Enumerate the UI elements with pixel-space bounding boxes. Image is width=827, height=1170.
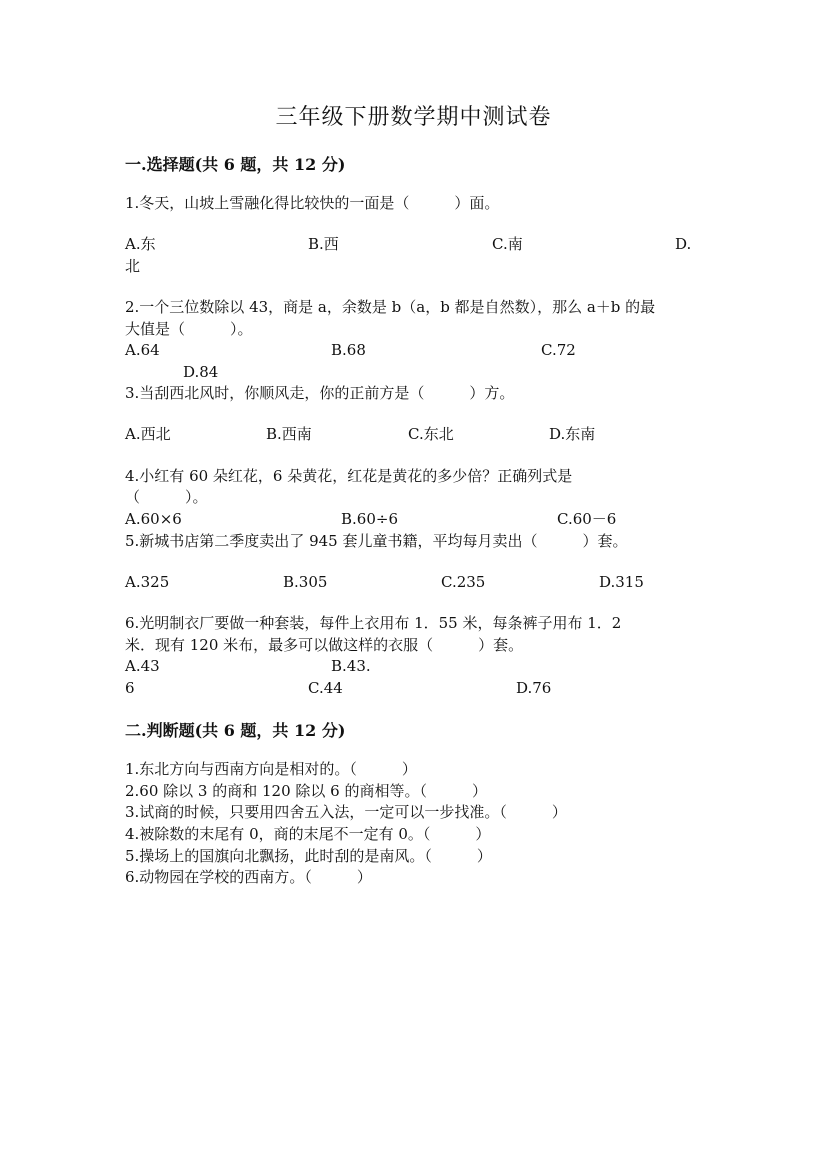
question-6-line-1: 6.光明制衣厂要做一种套装，每件上衣用布 1．55 米，每条裤子用布 1．2 <box>125 614 622 632</box>
question-2-line-2: 大值是（ ）。 <box>125 320 253 338</box>
question-3: 3.当刮西北风时，你顺风走，你的正前方是（ ）方。 <box>125 384 515 402</box>
question-1: 1.冬天，山坡上雪融化得比较快的一面是（ ）面。 <box>125 194 500 212</box>
q1-option-d-text: 北 <box>125 257 141 275</box>
question-2-line-1: 2.一个三位数除以 43，商是 a，余数是 b（a，b 都是自然数），那么 a＋b 的最 <box>125 298 656 316</box>
q1-option-c: C.南 <box>492 235 523 253</box>
q3-option-b: B.西南 <box>266 425 312 443</box>
q2-option-d: D.84 <box>183 363 219 381</box>
question-6-line-2: 米．现有 120 米布，最多可以做这样的衣服（ ）套。 <box>125 636 524 654</box>
judgment-item-1: 1.东北方向与西南方向是相对的。（ ） <box>125 760 417 778</box>
question-5: 5.新城书店第二季度卖出了 945 套儿童书籍，平均每月卖出（ ）套。 <box>125 532 628 550</box>
q2-option-c: C.72 <box>541 341 576 359</box>
q3-option-a: A.西北 <box>125 425 171 443</box>
q1-option-a: A.东 <box>125 235 156 253</box>
judgment-item-3: 3.试商的时候，只要用四舍五入法，一定可以一步找准。（ ） <box>125 803 567 821</box>
q2-option-b: B.68 <box>331 341 366 359</box>
q6-option-c: C.44 <box>308 679 343 697</box>
page-title: 三年级下册数学期中测试卷 <box>275 105 552 130</box>
section-heading-judgment: 二.判断题(共 6 题，共 12 分) <box>125 721 346 740</box>
judgment-item-6: 6.动物园在学校的西南方。（ ） <box>125 868 372 886</box>
q5-option-b: B.305 <box>283 573 328 591</box>
q3-option-c: C.东北 <box>408 425 454 443</box>
q1-option-b: B.西 <box>308 235 339 253</box>
q4-option-b: B.60÷6 <box>341 510 398 528</box>
q4-option-a: A.60×6 <box>125 510 182 528</box>
question-4-line-1: 4.小红有 60 朵红花，6 朵黄花，红花是黄花的多少倍？正确列式是 <box>125 467 573 485</box>
q6-option-b: B.43. <box>331 657 371 675</box>
judgment-item-5: 5.操场上的国旗向北飘扬，此时刮的是南风。（ ） <box>125 847 492 865</box>
judgment-item-2: 2.60 除以 3 的商和 120 除以 6 的商相等。（ ） <box>125 782 487 800</box>
q4-option-c: C.60－6 <box>557 510 617 528</box>
judgment-item-4: 4.被除数的末尾有 0，商的末尾不一定有 0。（ ） <box>125 825 491 843</box>
q5-option-d: D.315 <box>599 573 644 591</box>
q6-option-a: A.43 <box>125 657 160 675</box>
section-heading-choice: 一.选择题(共 6 题，共 12 分) <box>125 155 346 174</box>
q6-option-d: D.76 <box>516 679 552 697</box>
q6-option-b-cont: 6 <box>125 679 135 697</box>
question-4-line-2: （ ）。 <box>125 488 208 506</box>
q5-option-c: C.235 <box>441 573 486 591</box>
q3-option-d: D.东南 <box>549 425 596 443</box>
q5-option-a: A.325 <box>125 573 170 591</box>
q1-option-d: D. <box>675 235 692 253</box>
q2-option-a: A.64 <box>125 341 160 359</box>
